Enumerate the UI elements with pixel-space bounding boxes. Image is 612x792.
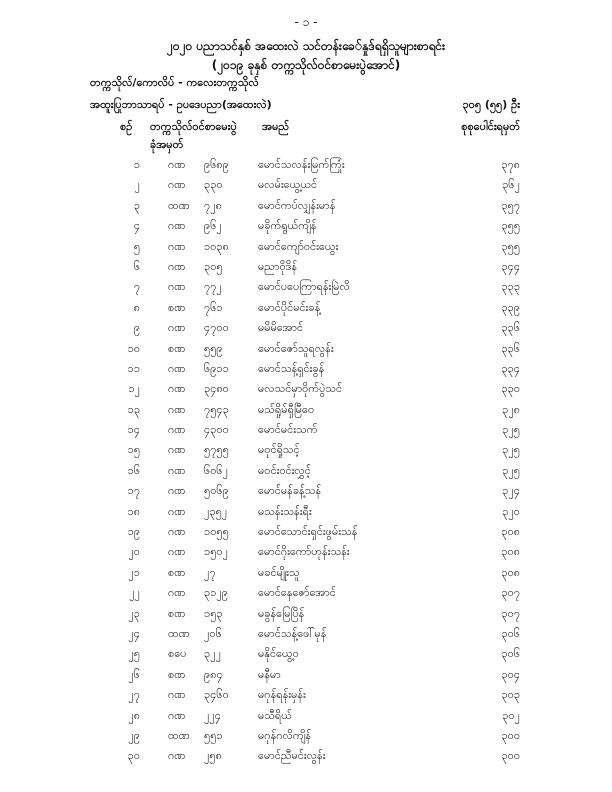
page-number: - ၁ - <box>294 15 318 29</box>
row-number: ၃ <box>133 198 140 212</box>
header-roll-number: တက္ကသိုလ်ဝင်စာမေးပွဲ <box>150 120 237 133</box>
roll-number: ၂၂၄ <box>204 708 221 722</box>
row-number: ၁၇ <box>127 484 140 498</box>
row-number: ၂၃ <box>128 606 140 620</box>
row-number: ၂၁ <box>128 565 140 579</box>
roll-number: ၂၅၈ <box>204 749 222 763</box>
row-number: ၁၀ <box>127 341 140 355</box>
roll-number: ၂၃၅၂ <box>204 504 228 518</box>
total-marks: ၃၂၅ <box>502 423 520 437</box>
total-marks: ၃၀၆ <box>501 626 520 640</box>
table-row <box>0 525 612 545</box>
roll-prefix: စဏ <box>168 606 186 620</box>
table-row <box>0 178 612 198</box>
total-marks: ၃၀၀ <box>501 749 520 763</box>
total-marks: ၃၃၃ <box>501 280 520 294</box>
row-number: ၁၃ <box>127 402 140 416</box>
total-marks: ၃၅၇ <box>501 198 520 212</box>
table-row <box>0 403 612 423</box>
roll-prefix: ဂဏ <box>168 280 186 294</box>
roll-prefix: ထဏ <box>168 198 190 212</box>
row-number: ၈ <box>133 300 140 314</box>
total-marks: ၃၃၆ <box>501 321 520 335</box>
total-marks: ၃၀၈ <box>501 545 520 559</box>
table-row <box>0 749 612 769</box>
student-name: မောင်သလန်းမြက်ကြုံး <box>258 158 345 171</box>
roll-number: ၅၅၁ <box>204 728 223 742</box>
row-number: ၉ <box>133 321 140 335</box>
roll-prefix: ဂဏ <box>168 545 186 559</box>
student-name: မောင်မင်းသက် <box>258 423 318 437</box>
row-number: ၂၂ <box>129 586 140 600</box>
student-name: မခွန်မြေပြိန် <box>258 606 305 620</box>
roll-prefix: ဂဏ <box>168 708 186 722</box>
specialization-line: အထူးပြုဘာသာရပ် - ဥပဒေပညာ(အထေးလဲ) <box>90 98 272 111</box>
total-marks: ၃၆၂ <box>502 178 520 192</box>
roll-number: ၅၇၅၅ <box>204 443 229 457</box>
table-row <box>0 607 612 627</box>
roll-prefix: ဂဏ <box>168 525 186 539</box>
roll-prefix: ဂဏ <box>168 178 186 192</box>
table-row <box>0 280 612 300</box>
total-marks: ၃၃၀ <box>501 382 520 396</box>
student-name: မနီမာ <box>258 667 281 681</box>
student-name: မသ်ရှိုမ်ရှီမြီဝေ <box>258 402 315 416</box>
student-name: မောင်ဇော်သူရလွန်း <box>258 341 334 355</box>
total-marks: ၃၀၈ <box>501 565 520 579</box>
total-marks: ၃၇၈ <box>501 158 520 171</box>
roll-prefix: ထဏ <box>168 728 190 742</box>
row-number: ၆ <box>133 259 140 273</box>
table-row <box>0 158 612 178</box>
table-row <box>0 729 612 749</box>
table-row <box>0 321 612 341</box>
roll-number: ၄၇၀၀ <box>204 321 229 335</box>
roll-prefix: ဂဏ <box>168 259 186 273</box>
student-name: မောင်ညီမင်းလွန်း <box>258 749 326 763</box>
roll-prefix: ဂဏ <box>168 586 186 600</box>
roll-number: ၁၅၃ <box>204 606 223 620</box>
student-name: မောင်သောင်းရှင်းဖွမ်းသန် <box>258 525 358 539</box>
header-name: အမည် <box>262 120 290 133</box>
roll-number: ၇၂၈ <box>204 198 222 212</box>
university-line: တက္ကသိုလ်/ကောလိပ် - ကလေးတက္ကသိုလ် <box>90 76 259 89</box>
total-marks: ၃၀၇ <box>501 586 520 600</box>
results-table <box>0 158 612 770</box>
table-row <box>0 382 612 402</box>
total-marks: ၃၂၀ <box>502 504 520 518</box>
table-row <box>0 627 612 647</box>
student-name: မညာဝိုဒိန် <box>258 259 298 273</box>
roll-prefix: ဂဏ <box>168 402 186 416</box>
table-row <box>0 586 612 606</box>
row-number: ၁၂ <box>128 382 140 396</box>
total-marks: ၃၀၇ <box>501 606 520 620</box>
table-row <box>0 362 612 382</box>
student-name: မခိုက်ရွယ်ကျိန် <box>258 219 317 233</box>
header-roll-number-line2: ခုံအမှတ် <box>150 138 184 151</box>
student-name: မောင်ပပေကြာရန်းမြဲလိ <box>258 280 350 294</box>
row-number: ၁၄ <box>127 423 140 437</box>
row-number: ၇ <box>133 280 140 294</box>
row-number: ၂၆ <box>128 667 140 681</box>
student-name: မဂုန်ဂလိကျိန် <box>258 728 312 742</box>
roll-number: ၃၄၈၀ <box>204 382 229 396</box>
roll-number: ၃၃၀ <box>204 178 223 192</box>
roll-number: ၉၈၄ <box>204 667 223 681</box>
roll-number: ၆၉၁၁ <box>204 361 229 375</box>
total-marks: ၃၅၅ <box>501 219 520 233</box>
table-row <box>0 709 612 729</box>
roll-number: ၁၅၀၂ <box>204 545 228 559</box>
row-number: ၁၅ <box>127 443 140 457</box>
total-marks: ၃၃၄ <box>501 361 520 375</box>
table-row <box>0 342 612 362</box>
roll-prefix: ဂဏ <box>168 688 186 702</box>
roll-prefix: ထဏ <box>168 626 190 640</box>
roll-number: ၉၆၈၉ <box>204 158 229 171</box>
student-name: မောင်ကပ်လျှန်းမာန် <box>258 198 336 212</box>
total-marks: ၃၂၅ <box>502 443 520 457</box>
roll-prefix: ဂဏ <box>168 219 186 233</box>
roll-number: ၇၇၂ <box>204 280 222 294</box>
roll-prefix: ဂဏ <box>168 749 186 763</box>
total-marks: ၃၀၂ <box>502 708 520 722</box>
row-number: ၁၆ <box>127 463 140 477</box>
roll-number: ၄၃၀၀ <box>204 423 229 437</box>
roll-number: ၂၀၆ <box>204 626 222 640</box>
roll-number: ၅၀၆၉ <box>204 484 229 498</box>
row-number: ၂၉ <box>128 728 140 742</box>
total-marks: ၃၂၈ <box>502 402 520 416</box>
roll-number: ၉၆၂ <box>204 219 222 233</box>
student-name: မဝုင်ရှိုသင့် <box>258 443 300 457</box>
table-row <box>0 199 612 219</box>
student-name: မောင်ပိုင်မင်းခန့် <box>258 300 321 314</box>
student-name: မဝင်းဝင်းလွှင့် <box>258 463 311 477</box>
table-row <box>0 484 612 504</box>
table-row <box>0 668 612 688</box>
row-number: ၂၄ <box>128 626 140 640</box>
roll-prefix: ဂဏ <box>168 443 186 457</box>
student-name: မောင်သန့်ရှင်းခွန် <box>258 361 325 375</box>
roll-number: ၇၆၁ <box>204 300 223 314</box>
total-marks: ၃၀၄ <box>501 667 520 681</box>
row-number: ၅ <box>133 239 140 253</box>
roll-prefix: ဂဏ <box>168 382 186 396</box>
row-number: ၁၁ <box>127 361 140 375</box>
document-subtitle: (၂၀၁၉ ခုနှစ် တက္ကသိုလ်ဝင်စာမေးပွဲအောင်) <box>211 58 401 72</box>
roll-number: ၆၀၆၂ <box>204 463 228 477</box>
student-name: မမိမိအောင် <box>258 321 304 335</box>
roll-prefix: စဏ <box>168 565 186 579</box>
table-row <box>0 505 612 525</box>
row-number: ၁၉ <box>127 525 140 539</box>
roll-prefix: စဏ <box>168 300 186 314</box>
row-number: ၂၀ <box>128 545 140 559</box>
roll-prefix: စပေ <box>168 647 187 661</box>
roll-number: ၁၀၃၈ <box>204 239 229 253</box>
total-marks: ၃၃၆ <box>501 341 520 355</box>
row-number: ၂၈ <box>128 708 140 722</box>
total-marks: ၃၄၄ <box>501 259 520 273</box>
student-name: မလမ်းယွေ့ယင် <box>258 178 318 192</box>
student-name: မောင်ကျော်ဝင်းယွေး <box>258 239 339 253</box>
row-number: ၂၅ <box>128 647 140 661</box>
total-marks: ၃၂၄ <box>502 484 520 498</box>
total-marks: ၃၅၅ <box>501 239 520 253</box>
row-number: ၁၈ <box>127 504 140 518</box>
table-row <box>0 423 612 443</box>
roll-number: ၃၀၅ <box>204 259 223 273</box>
total-marks: ၃၃၉ <box>501 300 520 314</box>
student-name: မသန်းသန်းရီး <box>258 504 312 518</box>
row-number: ၂၇ <box>128 688 140 702</box>
total-marks: ၃၂၅ <box>502 463 520 477</box>
header-total-marks: စုစုပေါင်းရမှတ် <box>461 120 520 133</box>
total-count: ၃၀၅ (၅၅) ဦး <box>462 98 520 111</box>
roll-prefix: စဏ <box>168 667 186 681</box>
student-name: မောင်နေဇော်အောင် <box>258 586 336 600</box>
header-no: စဉ် <box>120 120 133 133</box>
table-row <box>0 688 612 708</box>
roll-number: ၃၁၂၉ <box>204 586 228 600</box>
roll-prefix: ဂဏ <box>168 463 186 477</box>
roll-prefix: ဂဏ <box>168 361 186 375</box>
total-marks: ၃၀၃ <box>501 688 520 702</box>
roll-number: ၁၀၅၅ <box>204 525 229 539</box>
student-name: မနိုင်ယွေ့ဝ <box>258 647 299 661</box>
roll-number: ၅၅၉ <box>204 341 223 355</box>
roll-prefix: ဂဏ <box>168 239 186 253</box>
document-title: ၂၀၂၀ ပညာသင်နှစ် အထေးလဲ သင်တန်းခေ်နှုဒ်ရရှိသူများစာရင်း <box>166 39 446 53</box>
student-name: မောင်ဂိုးကော်ဟုန်းသန်း <box>258 545 350 559</box>
roll-prefix: ဂဏ <box>168 484 186 498</box>
roll-number: ၃၂၂ <box>204 647 221 661</box>
roll-number: ၃၄၆၀ <box>204 688 229 702</box>
table-row <box>0 219 612 239</box>
roll-prefix: စဏ <box>168 341 186 355</box>
row-number: ၂ <box>134 178 140 192</box>
row-number: ၄ <box>133 219 140 233</box>
total-marks: ၃၀၆ <box>501 647 520 661</box>
roll-prefix: ဂဏ <box>168 504 186 518</box>
table-row <box>0 464 612 484</box>
table-row <box>0 240 612 260</box>
roll-prefix: ဂဏ <box>168 423 186 437</box>
student-name: မခင်မျိုးသူ <box>258 565 300 579</box>
table-row <box>0 566 612 586</box>
roll-prefix: ဂဏ <box>168 321 186 335</box>
table-row <box>0 545 612 565</box>
student-name: မောင်သန့်ဖေါ်မုန် <box>258 626 327 640</box>
student-name: မောင်မန်ခန့်သန် <box>258 484 322 498</box>
total-marks: ၃၀၀ <box>501 728 520 742</box>
table-row <box>0 260 612 280</box>
total-marks: ၃၀၈ <box>501 525 520 539</box>
student-name: မသီရိယ် <box>258 708 292 722</box>
row-number: ၃၀ <box>127 749 140 763</box>
row-number: ၁ <box>133 158 140 171</box>
roll-number: ၇၅၄၃ <box>204 402 229 416</box>
student-name: မဂုန်ရန်းမှန်း <box>258 688 306 702</box>
roll-number: ၂၇ <box>204 565 216 579</box>
table-row <box>0 443 612 463</box>
student-name: မလသင်မှာဝိုက်ပွဲသင် <box>258 382 343 396</box>
table-row <box>0 301 612 321</box>
roll-prefix: ဂဏ <box>168 158 186 171</box>
table-row <box>0 647 612 667</box>
